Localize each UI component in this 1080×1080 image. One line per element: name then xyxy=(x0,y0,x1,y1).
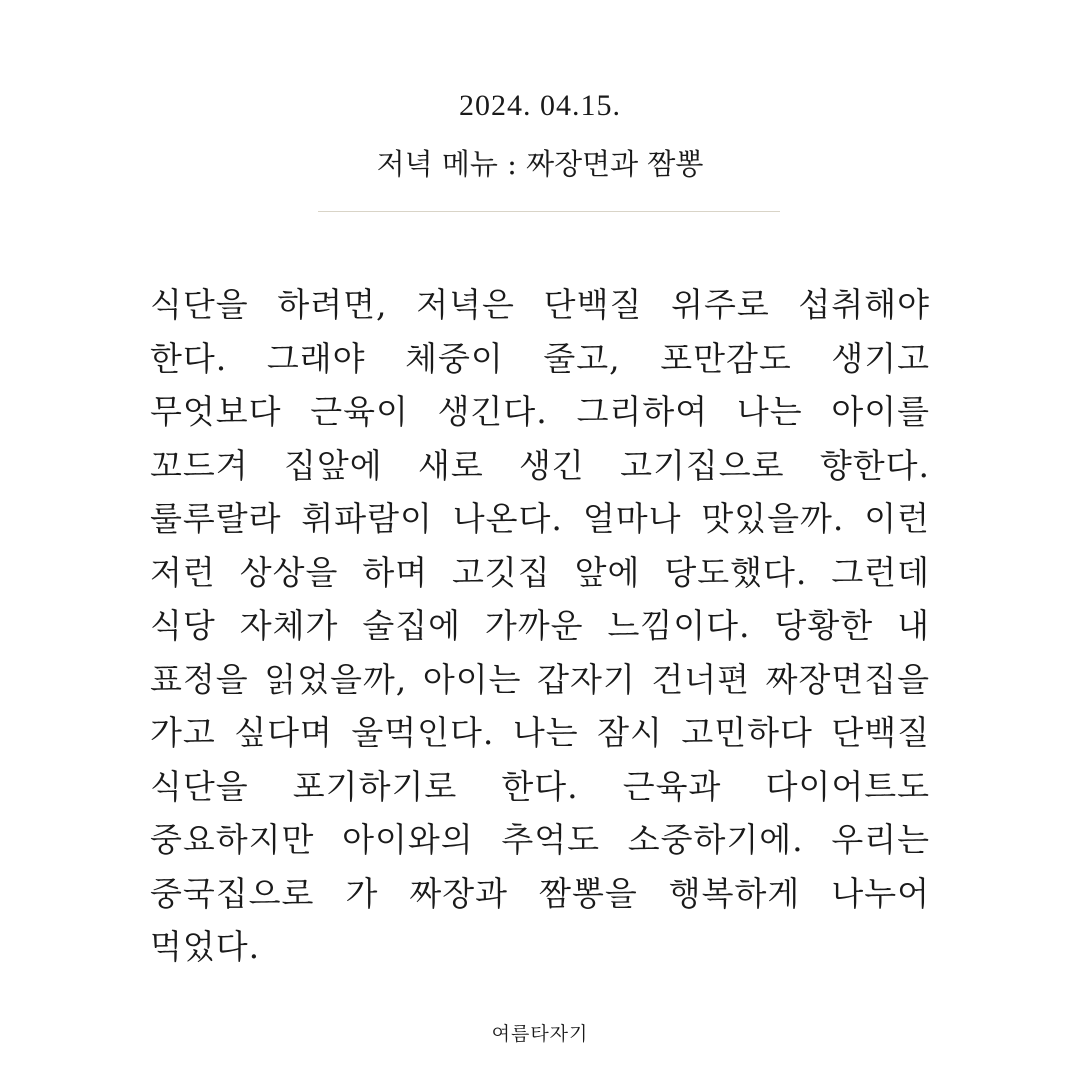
header xyxy=(0,84,1080,184)
entry-date: 2024. 04.15. xyxy=(459,89,621,122)
author-signature: 여름타자기 xyxy=(491,1023,589,1045)
divider xyxy=(318,211,780,212)
menu-title: 저녁 메뉴 : 짜장면과 짬뽕 xyxy=(376,147,704,181)
body-paragraph: 식단을 하려면, 저녁은 단백질 위주로 섭취해야 한다. 그래야 체중이 줄고, 포만감도 생기고 무엇보다 근육이 생긴다. 그리하여 나는 아이를 꼬드겨 집앞에 새로 생긴 고기집으로 향한다. 룰루랄라 휘파람이 나온다. 얼마나 맛있을까. 이런 저런 상상을 하며 고깃집 앞에 당도했다. 그런데 식당 자체가 술집에 가까운 느낌이다. 당황한 내 표정을 읽었을까, 아이는 갑자기 건너편 짜장면집을 가고 싶다며 울먹인다. 나는 잠시 고민하다 단백질 식단을 포기하기로 한다. 근육과 다이어트도 중요하지만 아이와의 추억도 소중하기에. 우리는 중국집으로 가 짜장과 짬뽕을 행복하게 나누어 먹었다. xyxy=(150,285,930,966)
